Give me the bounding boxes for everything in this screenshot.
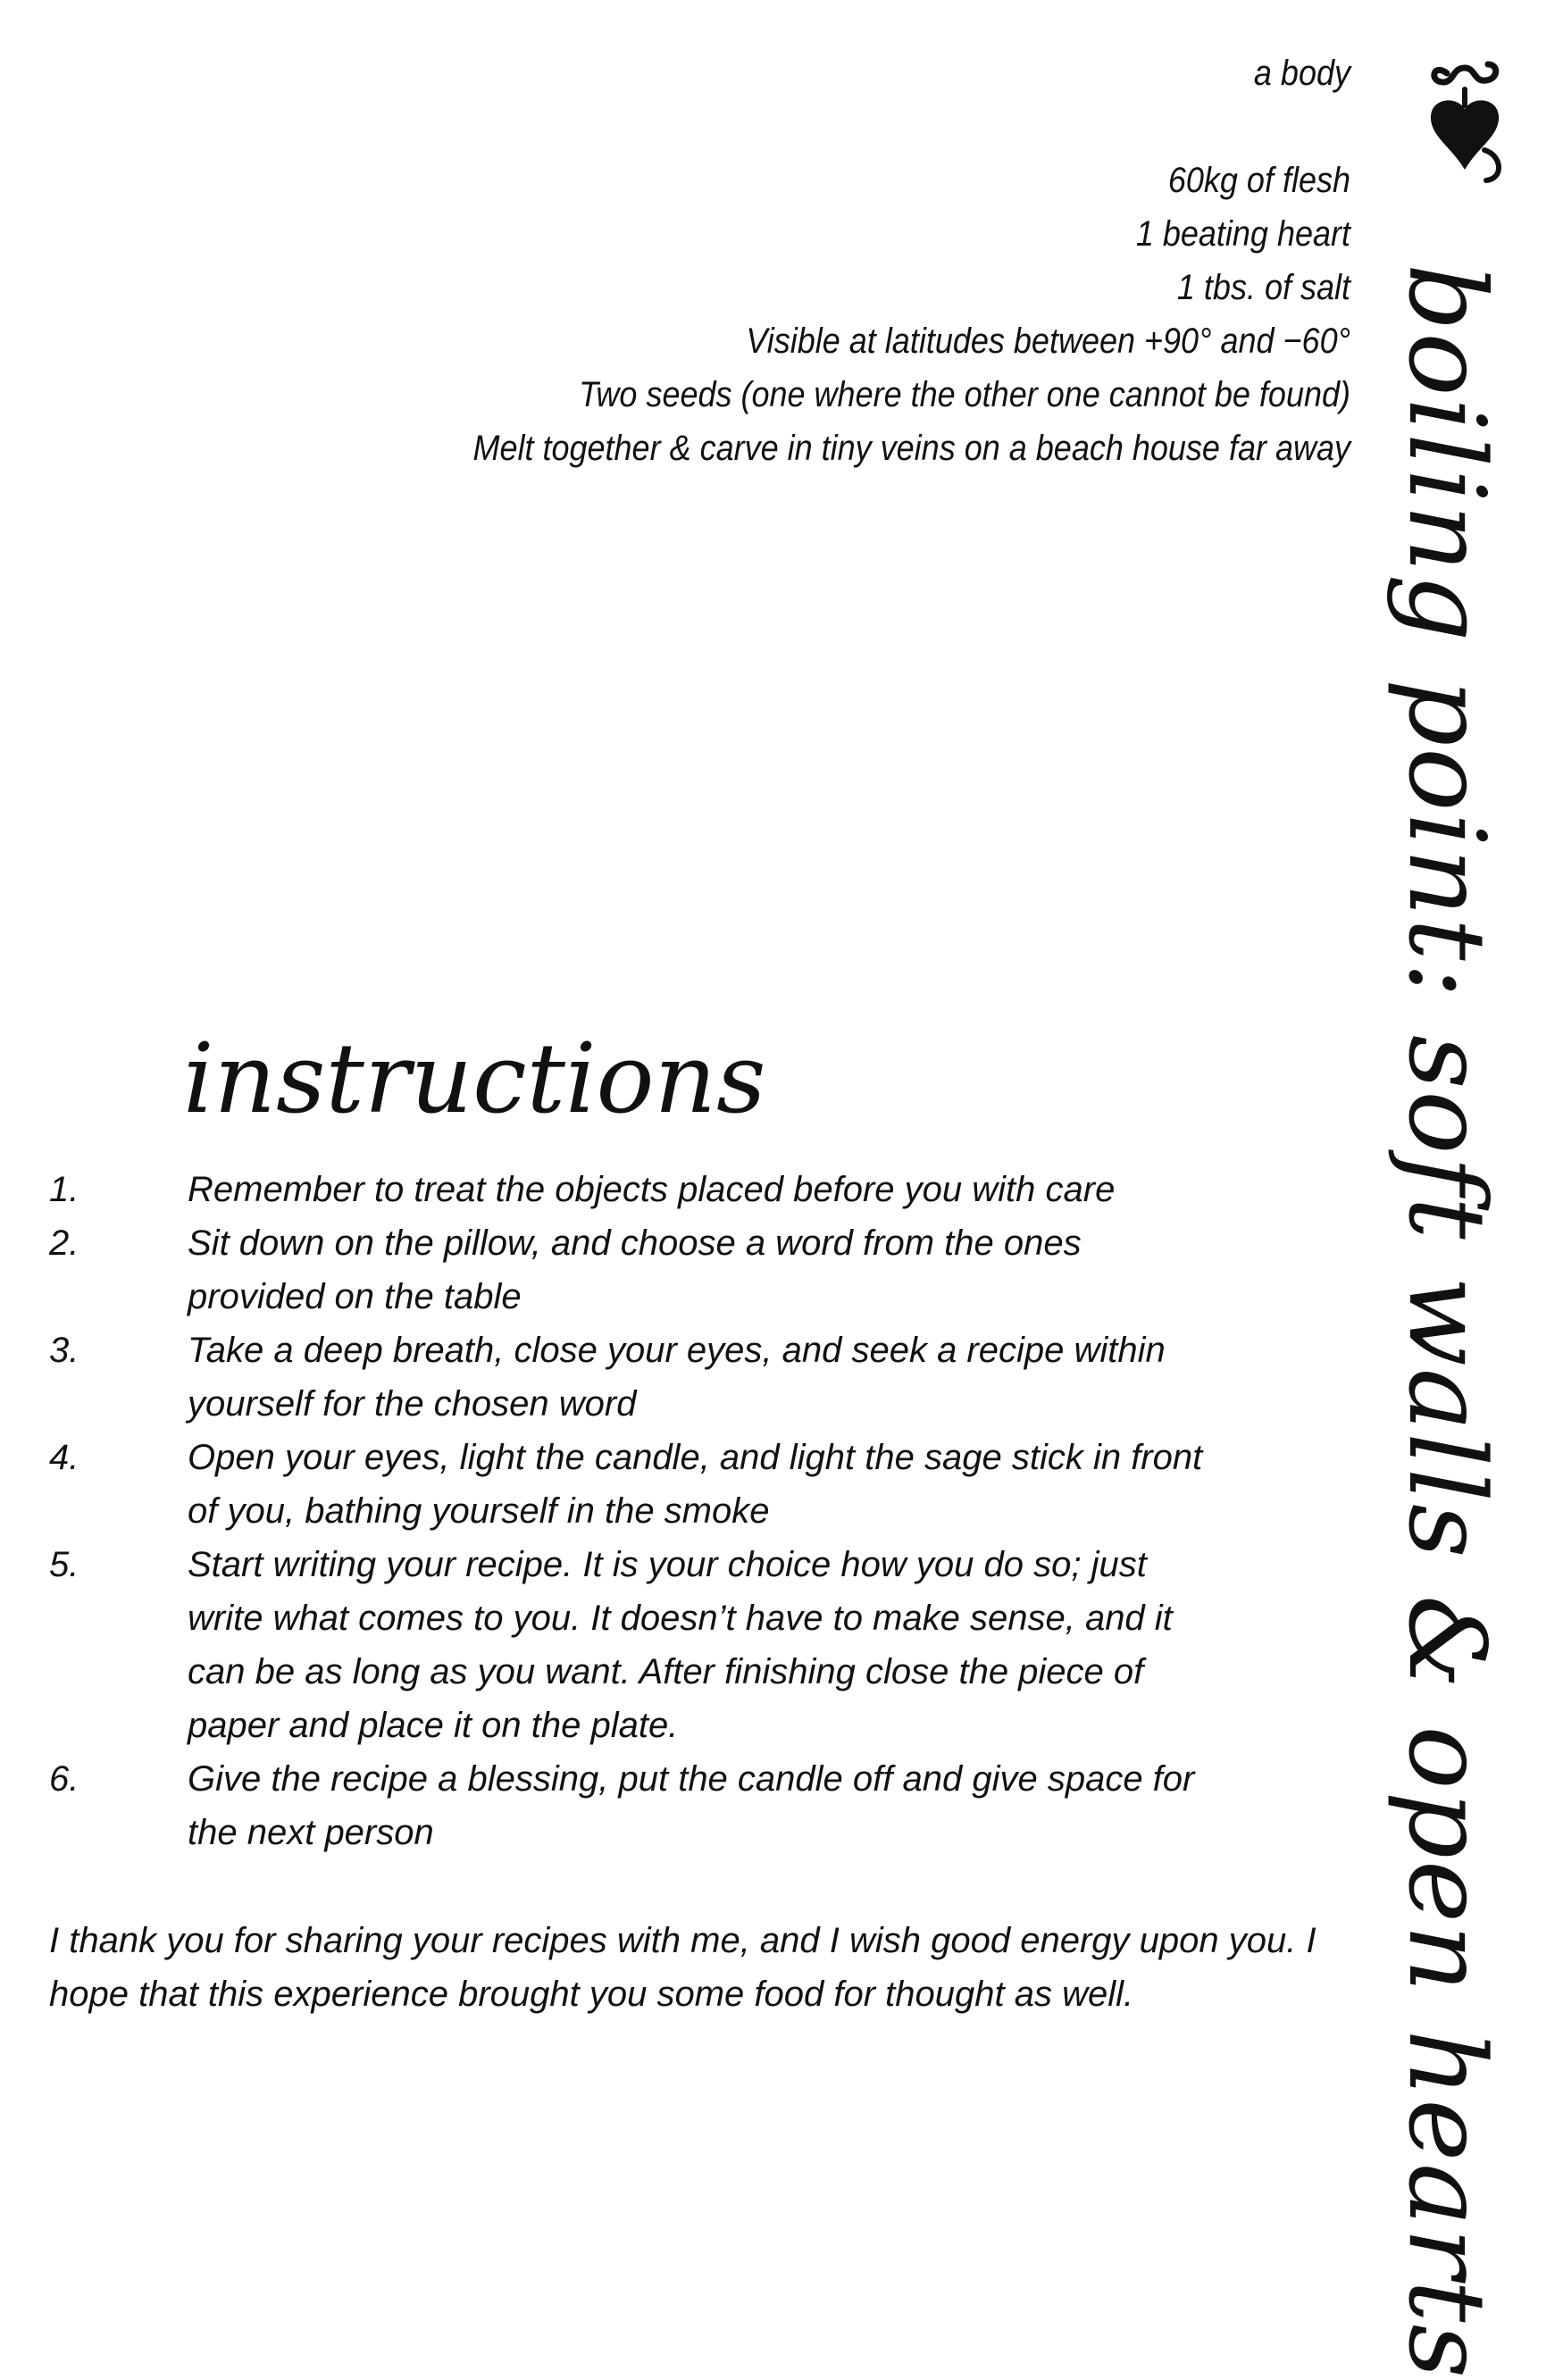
ingredient-item: Two seeds (one where the other one cannot be found) xyxy=(579,375,1350,414)
instruction-step xyxy=(49,1324,1210,1431)
step-text: Sit down on the pillow, and choose a word from the ones provided on the table xyxy=(188,1223,1082,1316)
step-number: 6. xyxy=(49,1759,79,1799)
vertical-title: boiling point: soft walls & open hearts xyxy=(1385,263,1509,2380)
ingredient-item: Melt together & carve in tiny veins on a beach house far away xyxy=(472,429,1350,468)
step-text: Open your eyes, light the candle, and light the sage stick in front of you, bathing yourself in the smoke xyxy=(188,1438,1203,1531)
closing-paragraph: I thank you for sharing your recipes with me, and I wish good energy upon you. I hope that this experience brought you some food for thought as well. xyxy=(49,1921,1316,2014)
ingredients-block xyxy=(189,46,1350,475)
step-text: Remember to treat the objects placed before you with care xyxy=(188,1170,1116,1209)
step-number: 2. xyxy=(49,1223,79,1263)
instruction-step xyxy=(49,1216,1210,1324)
instruction-step xyxy=(49,1538,1210,1752)
step-number: 1. xyxy=(49,1170,79,1209)
step-text: Give the recipe a blessing, put the candle off and give space for the next person xyxy=(188,1759,1195,1852)
instruction-steps xyxy=(49,1163,1210,1859)
instruction-step xyxy=(49,1163,1210,1216)
step-number: 4. xyxy=(49,1438,79,1477)
heart-flourish-icon xyxy=(1420,54,1509,188)
step-number: 3. xyxy=(49,1331,79,1370)
ingredients-title: a body xyxy=(1253,54,1350,93)
instruction-step xyxy=(49,1752,1210,1859)
ingredient-item: Visible at latitudes between +90° and −60° xyxy=(746,322,1350,361)
ingredient-item: 1 beating heart xyxy=(1135,214,1350,254)
instructions-heading: instructions xyxy=(183,1023,766,1135)
step-text: Take a deep breath, close your eyes, and seek a recipe within yourself for the chosen word xyxy=(188,1331,1166,1424)
step-text: Start writing your recipe. It is your choice how you do so; just write what comes to you. It doesn’t have to make sense, and it can be as long as you want. After finishing close the piece of paper and place it on the plate. xyxy=(188,1545,1173,1745)
step-number: 5. xyxy=(49,1545,79,1584)
instruction-step xyxy=(49,1431,1210,1538)
ingredient-item: 60kg of flesh xyxy=(1167,161,1350,200)
ingredient-item: 1 tbs. of salt xyxy=(1176,268,1350,307)
